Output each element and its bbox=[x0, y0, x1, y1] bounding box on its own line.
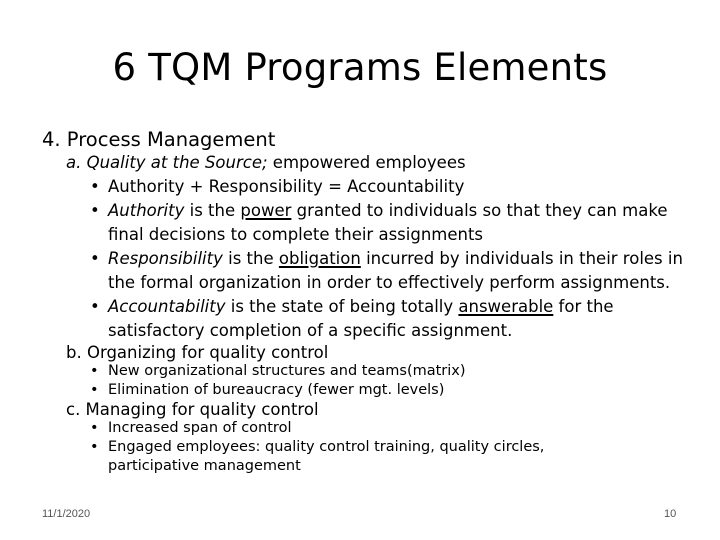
slide-title: 6 TQM Programs Elements bbox=[112, 46, 608, 89]
item-c: c. Managing for quality control bbox=[66, 400, 319, 419]
bullet-icon: • bbox=[90, 297, 100, 316]
text-span: is the bbox=[222, 249, 279, 268]
term-authority: Authority bbox=[108, 201, 185, 220]
a-bullet-2-cont: final decisions to complete their assignments bbox=[108, 225, 484, 244]
a-bullet-2 bbox=[108, 200, 667, 222]
term-accountability: Accountability bbox=[108, 297, 226, 316]
c-bullet-2-cont: participative management bbox=[108, 458, 301, 474]
text-span: is the bbox=[184, 201, 241, 220]
underlined-answerable: answerable bbox=[458, 297, 554, 316]
section-heading: 4. Process Management bbox=[42, 128, 276, 151]
bullet-icon: • bbox=[90, 382, 99, 398]
text-span: incurred by individuals in their roles in bbox=[360, 249, 683, 268]
bullet-icon: • bbox=[90, 439, 99, 455]
a-bullet-4 bbox=[108, 296, 614, 318]
bullet-icon: • bbox=[90, 201, 100, 220]
item-a bbox=[66, 152, 466, 174]
c-bullet-1: Increased span of control bbox=[108, 420, 292, 436]
c-bullet-2: Engaged employees: quality control training, quality circles, bbox=[108, 439, 545, 455]
bullet-icon: • bbox=[90, 249, 100, 268]
footer-date: 11/1/2020 bbox=[42, 508, 91, 520]
underlined-power: power bbox=[240, 201, 292, 220]
bullet-icon: • bbox=[90, 177, 100, 196]
a-bullet-1: Authority + Responsibility = Accountability bbox=[108, 177, 465, 196]
page-number: 10 bbox=[664, 508, 677, 520]
text-span: for the bbox=[553, 297, 614, 316]
bullet-icon: • bbox=[90, 420, 99, 436]
term-responsibility: Responsibility bbox=[108, 249, 223, 268]
a-bullet-3 bbox=[108, 248, 683, 270]
b-bullet-2: Elimination of bureaucracy (fewer mgt. levels) bbox=[108, 382, 445, 398]
underlined-obligation: obligation bbox=[278, 249, 361, 268]
a-bullet-4-cont: satisfactory completion of a specific assignment. bbox=[108, 321, 513, 340]
a-bullet-3-cont: the formal organization in order to effectively perform assignments. bbox=[108, 273, 671, 292]
item-b: b. Organizing for quality control bbox=[66, 343, 329, 362]
b-bullet-1: New organizational structures and teams(matrix) bbox=[108, 363, 466, 379]
text-span: granted to individuals so that they can make bbox=[291, 201, 668, 220]
item-a-label: a. Quality at the Source; bbox=[66, 153, 268, 172]
item-a-rest: empowered employees bbox=[267, 153, 466, 172]
text-span: is the state of being totally bbox=[225, 297, 459, 316]
bullet-icon: • bbox=[90, 363, 99, 379]
